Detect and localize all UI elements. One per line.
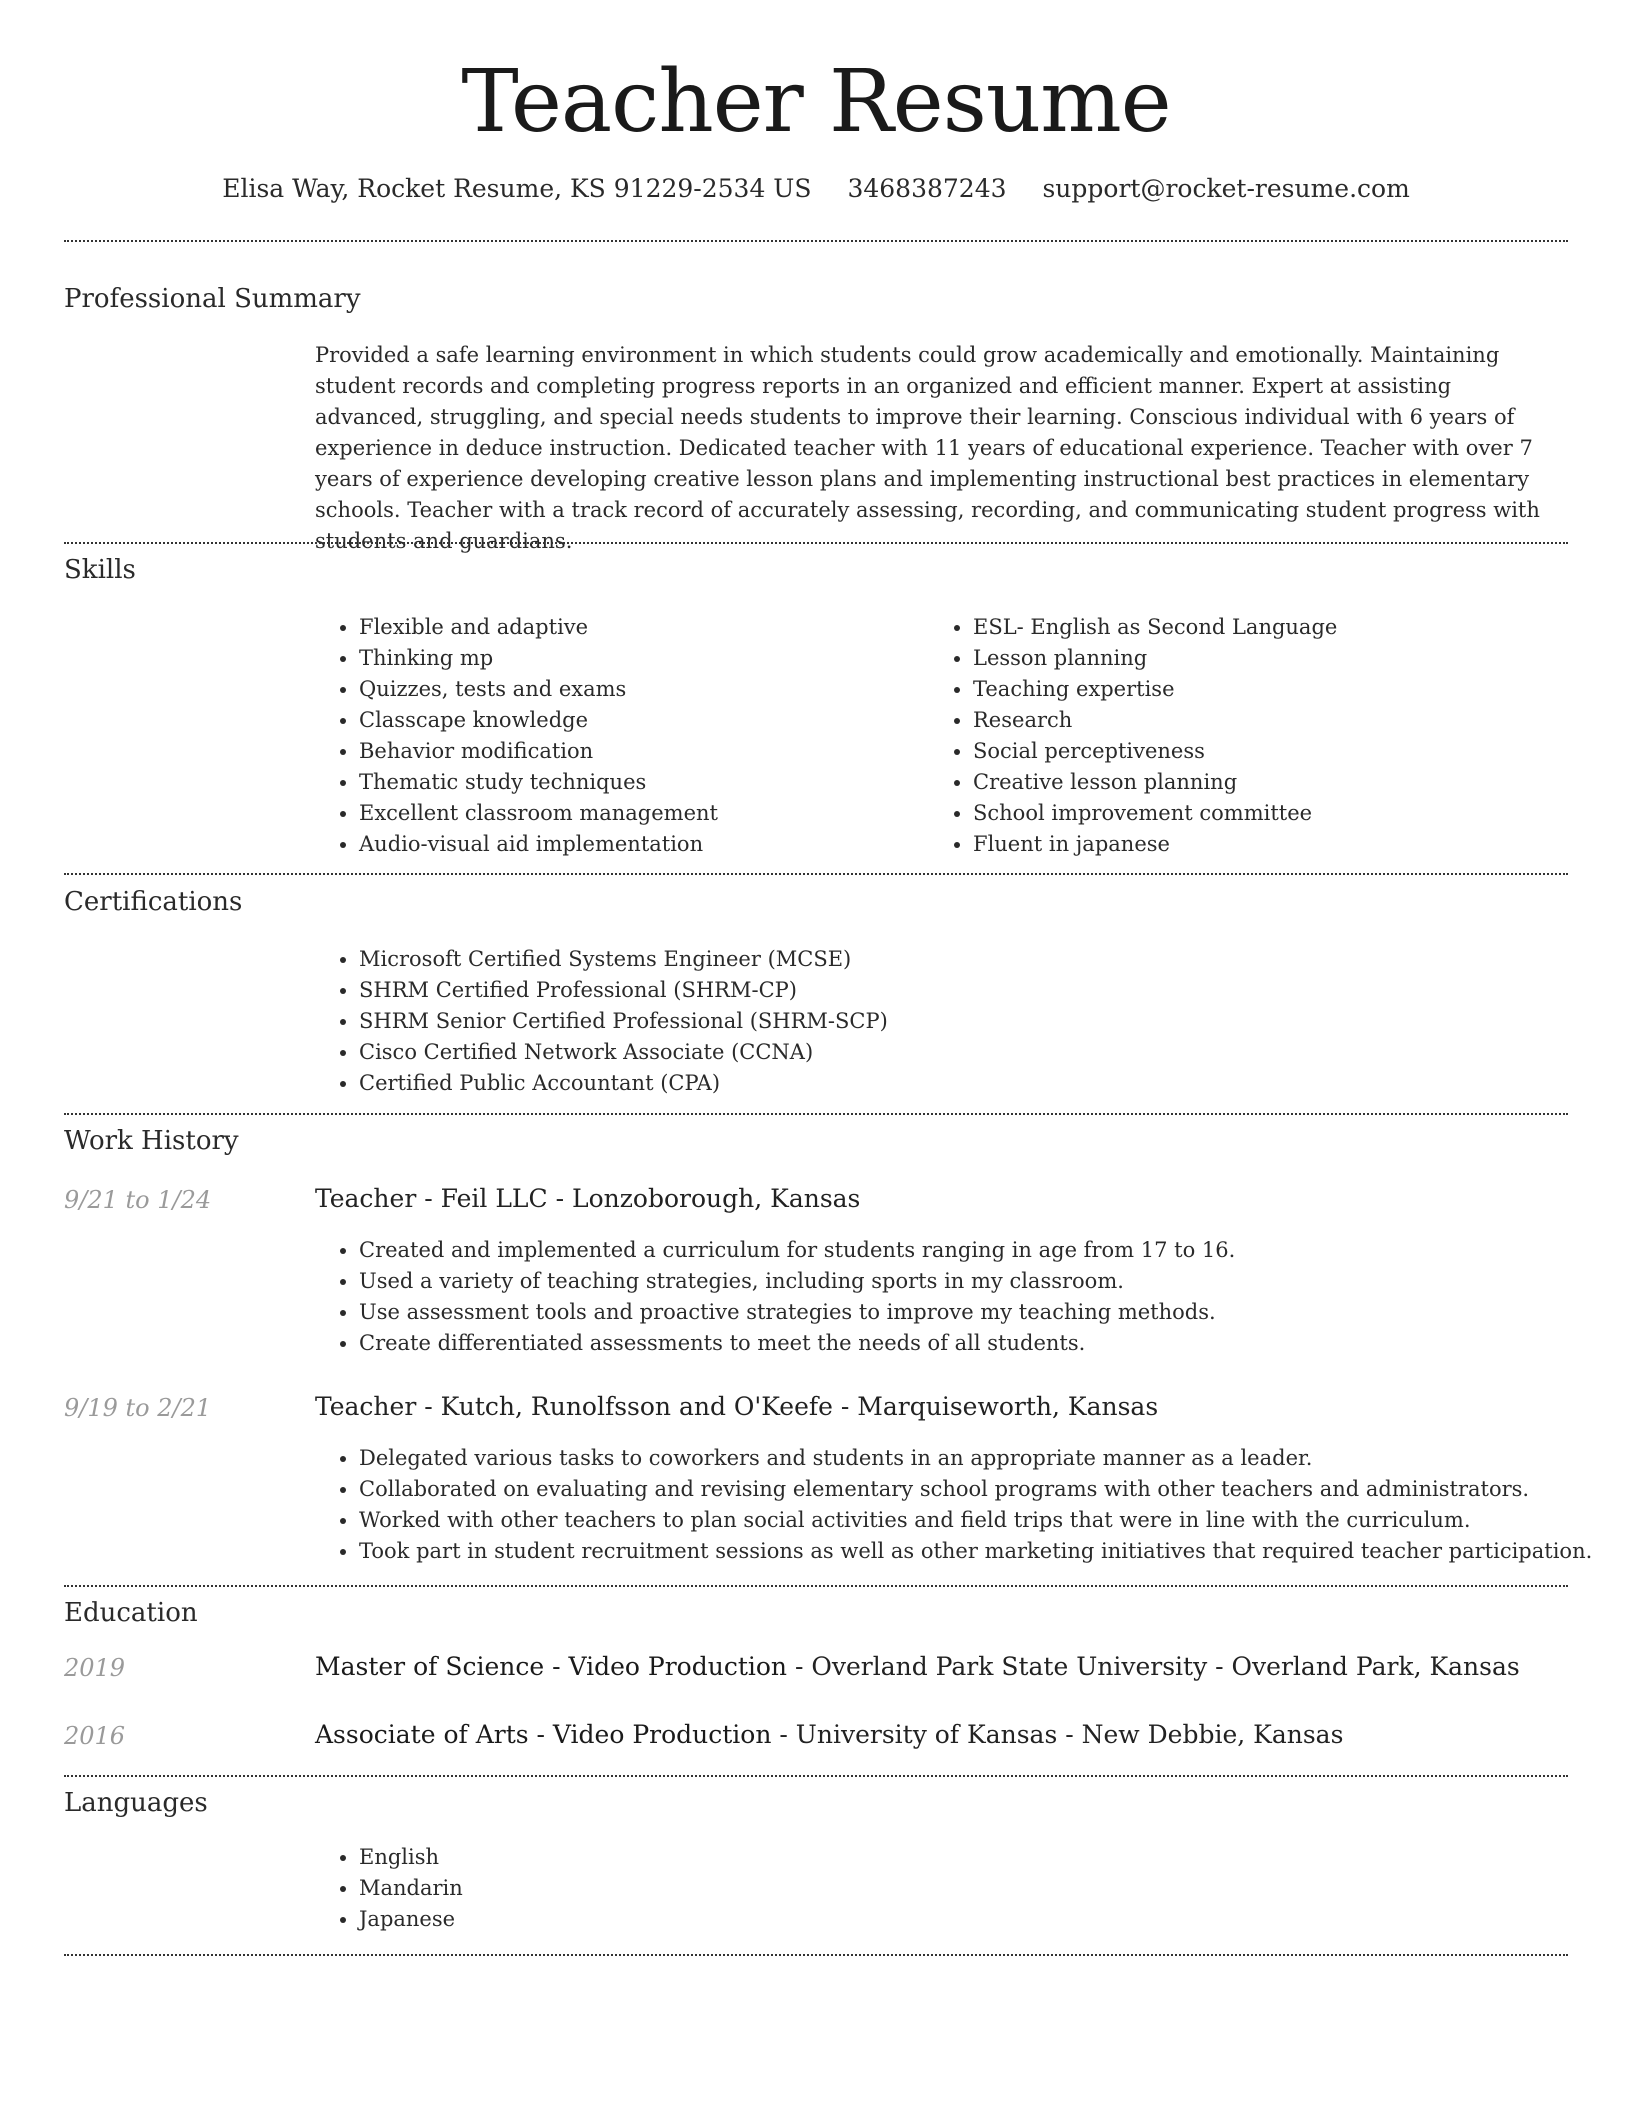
skill-item: • Behavior modification [359,736,718,767]
skill-item: • Thinking mp [359,643,718,674]
language-item: • Mandarin [359,1873,463,1904]
certification-item: • Certified Public Accountant (CPA) [359,1068,888,1099]
language-item: • Japanese [359,1904,463,1935]
contact-phone: 3468387243 [847,174,1007,203]
divider-skills [64,873,1568,875]
skill-item: • Classcape knowledge [359,705,718,736]
section-heading-skills: Skills [64,555,136,585]
skill-item: • Quizzes, tests and exams [359,674,718,705]
summary-text: Provided a safe learning environment in which students could grow academically and emotionally. Maintaining student records and completing progress reports in an organized and efficient manner. Expert at assisting advanced, struggling, and special needs students to improve their learning. Conscious individual with 6 years of experience in deduce instruction. Dedicated teacher with 11 years of educational experience. Teacher with over 7 years of experience developing creative lesson plans and implementing instructional best practices in elementary schools. Teacher with a track record of accurately assessing, recording, and communicating student progress with students and guardians. [315,343,1540,553]
section-heading-work: Work History [64,1126,239,1156]
skill-item: • Audio-visual aid implementation [359,829,718,860]
certification-item: • SHRM Senior Certified Professional (SHRM-SCP) [359,1006,888,1037]
job-title: Teacher - Feil LLC - Lonzoborough, Kansas [315,1184,861,1213]
skill-item: • ESL- English as Second Language [973,612,1337,643]
job-bullets [315,1235,1235,1359]
skill-item: • Flexible and adaptive [359,612,718,643]
skills-list-left [315,612,718,860]
skill-item: • Thematic study techniques [359,767,718,798]
divider-education [64,1775,1568,1777]
job-bullet: • Use assessment tools and proactive strategies to improve my teaching methods. [359,1297,1235,1328]
section-heading-certifications: Certifications [64,887,243,917]
certification-item: • SHRM Certified Professional (SHRM-CP) [359,975,888,1006]
education-degree: Associate of Arts - Video Production [315,1720,772,1749]
skill-item: • Research [973,705,1337,736]
job-dates: 9/21 to 1/24 [64,1186,212,1214]
divider-top [64,240,1568,242]
contact-address: Elisa Way, Rocket Resume, KS 91229-2534 US [222,174,812,203]
section-heading-languages: Languages [64,1788,208,1818]
education-year: 2016 [64,1722,126,1750]
skill-item: • Social perceptiveness [973,736,1337,767]
job-bullet: • Delegated various tasks to coworkers and students in an appropriate manner as a leader. [359,1443,1592,1474]
contact-line [0,172,1632,206]
job-bullet: • Worked with other teachers to plan social activities and field trips that were in line with the curriculum. [359,1505,1592,1536]
resume-title: Teacher Resume [461,52,1171,152]
certifications-list [315,944,888,1099]
skill-item: • Creative lesson planning [973,767,1337,798]
skills-list-right [929,612,1337,860]
divider-work [64,1585,1568,1587]
skill-item: • Excellent classroom management [359,798,718,829]
skill-item: • Teaching expertise [973,674,1337,705]
divider-certifications [64,1113,1568,1115]
skill-item: • Fluent in japanese [973,829,1337,860]
section-heading-education: Education [64,1598,198,1628]
job-dates: 9/19 to 2/21 [64,1394,212,1422]
certification-item: • Cisco Certified Network Associate (CCNA) [359,1037,888,1068]
skill-item: • School improvement committee [973,798,1337,829]
divider-bottom [64,1954,1568,1956]
job-bullet: • Used a variety of teaching strategies, including sports in my classroom. [359,1266,1235,1297]
languages-list [315,1842,463,1935]
education-degree: Master of Science - Video Production [315,1652,788,1681]
certification-item: • Microsoft Certified Systems Engineer (MCSE) [359,944,888,975]
contact-email: support@rocket-resume.com [1042,174,1410,203]
divider-summary [64,542,1568,544]
job-bullets [315,1443,1592,1567]
job-bullet: • Created and implemented a curriculum for students ranging in age from 17 to 16. [359,1235,1235,1266]
job-bullet: • Collaborated on evaluating and revising elementary school programs with other teachers and administrators. [359,1474,1592,1505]
education-school: - University of Kansas - New Debbie, Kansas [771,1720,1344,1749]
education-entry [315,1718,1343,1752]
language-item: • English [359,1842,463,1873]
job-title: Teacher - Kutch, Runolfsson and O'Keefe - Marquiseworth, Kansas [315,1392,1159,1421]
education-year: 2019 [64,1654,126,1682]
job-bullet: • Took part in student recruitment sessions as well as other marketing initiatives that required teacher participation. [359,1536,1592,1567]
job-bullet: • Create differentiated assessments to meet the needs of all students. [359,1328,1235,1359]
skill-item: • Lesson planning [973,643,1337,674]
education-school: - Overland Park State University - Overland Park, Kansas [787,1652,1520,1681]
section-heading-summary: Professional Summary [64,284,361,314]
education-entry [315,1650,1520,1684]
